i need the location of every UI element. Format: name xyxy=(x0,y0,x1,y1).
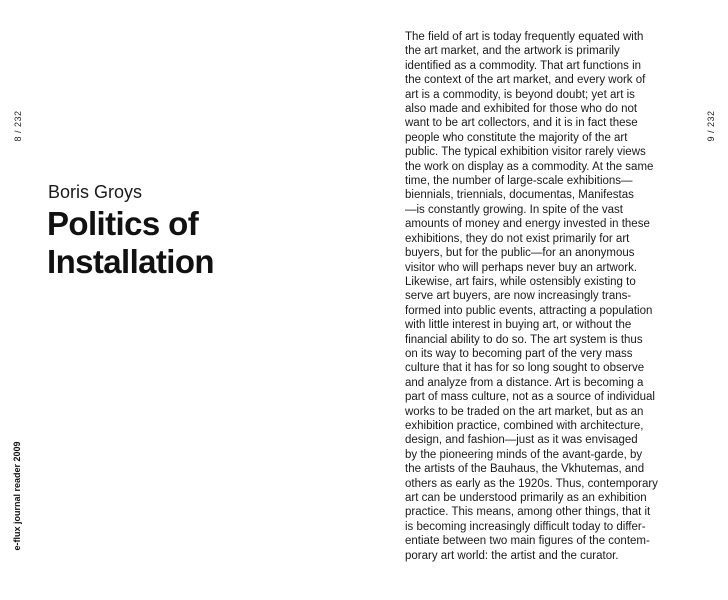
article-title-line-1: Politics of xyxy=(47,205,199,242)
body-line: financial ability to do so. The art system is thus xyxy=(405,333,643,346)
body-line: culture that it has for so long sought to observe xyxy=(405,362,645,375)
body-line: —is constantly growing. In spite of the vast xyxy=(405,203,623,216)
body-line: buyers, but for the public—for an anonymous xyxy=(405,247,635,260)
body-line: art can be understood primarily as an exhibition xyxy=(405,492,647,504)
body-line: on its way to becoming part of the very mass xyxy=(405,347,633,360)
page-number-right: 9 / 232 xyxy=(706,110,716,142)
body-line: formed into public events, attracting a population xyxy=(405,304,653,317)
body-line: Likewise, art fairs, while ostensibly existing to xyxy=(405,275,636,288)
body-line: part of mass culture, not as a source of individual xyxy=(405,391,655,404)
body-line: and analyze from a distance. Art is becoming a xyxy=(405,376,644,389)
body-line: visitor who will perhaps never buy an artwork. xyxy=(405,261,638,274)
body-line: people who constitute the majority of the art xyxy=(405,131,628,144)
publication-label: e-flux journal reader 2009 xyxy=(12,441,22,551)
body-line: with little interest in buying art, or without the xyxy=(405,319,632,332)
body-line: the work on display as a commodity. At the same xyxy=(405,160,654,173)
body-line: art is a commodity, is beyond doubt; yet art is xyxy=(405,88,635,101)
body-line: exhibition practice, combined with architecture, xyxy=(405,419,644,432)
body-line: identified as a commodity. That art functions in xyxy=(405,59,642,72)
body-line: want to be art collectors, and it is in fact these xyxy=(405,117,638,130)
body-line: design, and fashion—just as it was envisaged xyxy=(405,434,638,447)
body-line: exhibitions, they do not exist primarily for art xyxy=(405,232,630,245)
body-line: others as early as the 1920s. Thus, contemporary xyxy=(405,477,658,490)
body-line: biennials, triennials, documentas, Manifestas xyxy=(405,189,634,202)
body-line: time, the number of large-scale exhibitions— xyxy=(405,175,633,188)
body-line: works to be traded on the art market, but as an xyxy=(405,405,644,418)
body-line: entiate between two main figures of the contem- xyxy=(405,535,650,548)
body-line: the art market, and the artwork is primarily xyxy=(405,45,620,58)
body-line: by the pioneering minds of the avant-garde, by xyxy=(405,448,643,461)
article-author: Boris Groys xyxy=(48,182,143,202)
body-line: porary art world: the artist and the curator. xyxy=(405,549,619,562)
body-line: amounts of money and energy invested in these xyxy=(405,218,650,231)
article-title-line-2: Installation xyxy=(47,243,214,280)
body-line: public. The typical exhibition visitor rarely views xyxy=(405,146,646,159)
body-line: the artists of the Bauhaus, the Vkhutemas, and xyxy=(405,463,645,476)
body-line: practice. This means, among other things, that it xyxy=(405,506,651,519)
body-line: is becoming increasingly difficult today to differ- xyxy=(405,520,646,533)
body-line: the context of the art market, and every work of xyxy=(405,74,646,87)
body-line: also made and exhibited for those who do not xyxy=(405,103,638,116)
article-body xyxy=(405,30,695,563)
body-line: The field of art is today frequently equated with xyxy=(405,31,644,43)
body-line: serve art buyers, are now increasingly trans- xyxy=(405,290,632,303)
page-number-left: 8 / 232 xyxy=(13,110,23,142)
article-title xyxy=(47,205,307,281)
